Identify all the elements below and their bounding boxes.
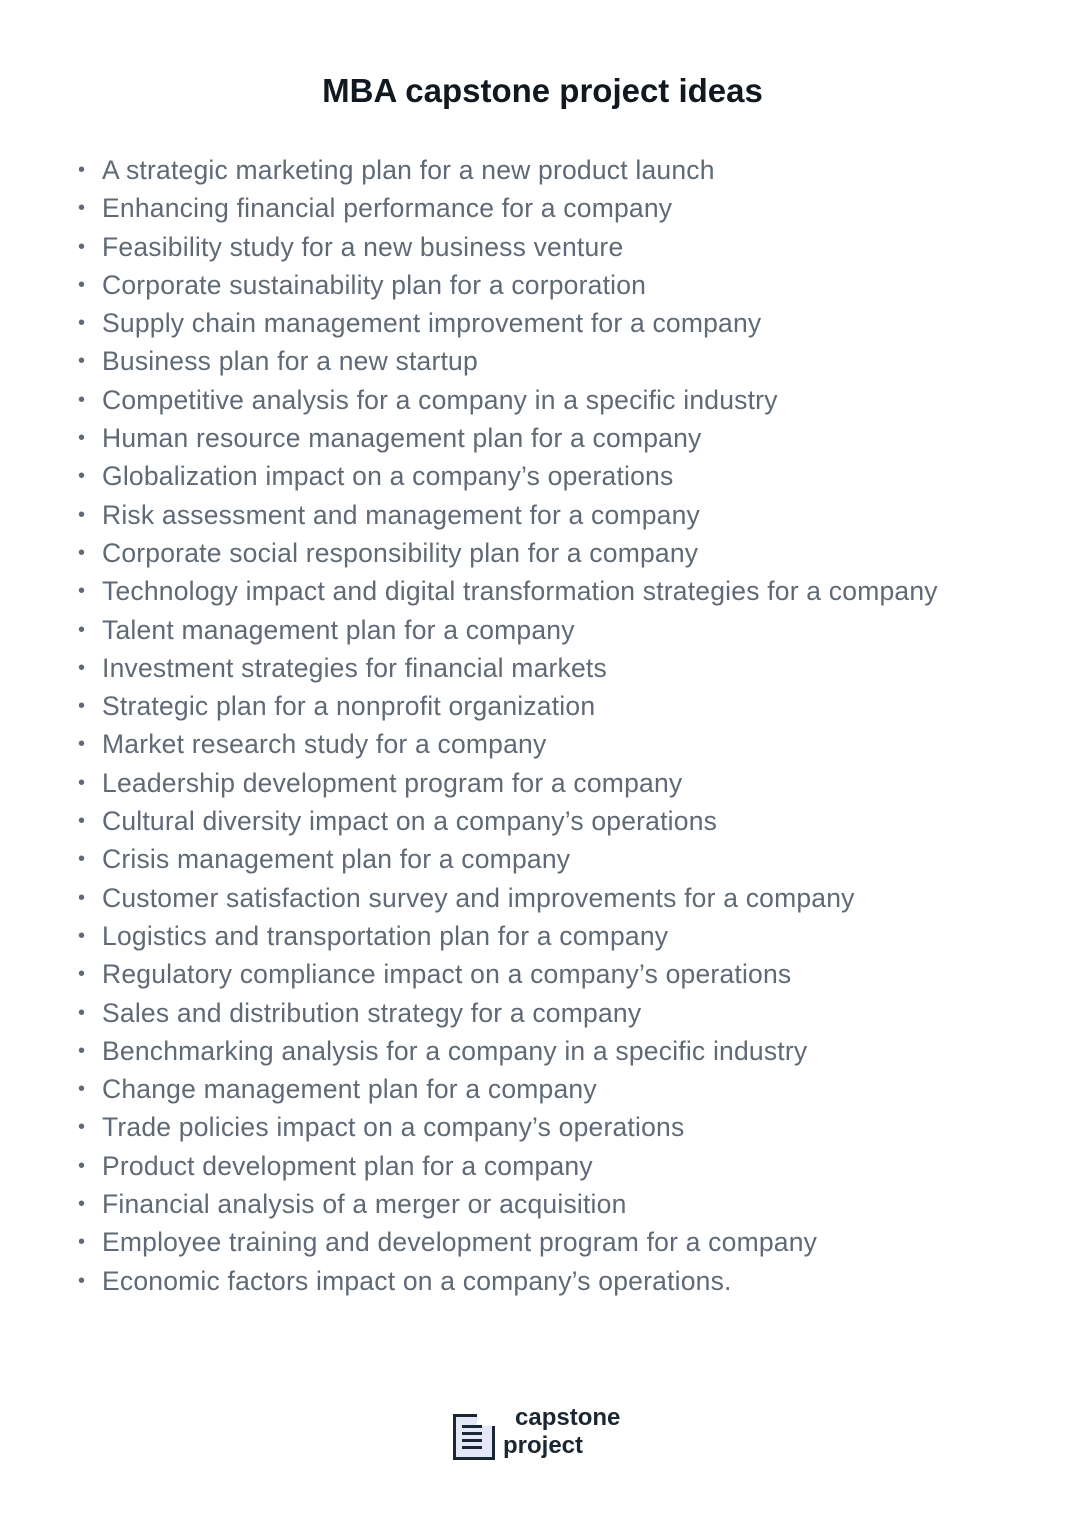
bullet-icon: • [78,1154,86,1177]
list-item-text: Investment strategies for financial markets [102,652,607,683]
bullet-icon: • [78,771,86,794]
list-item [78,457,938,495]
list-item-text: Globalization impact on a company’s operations [102,461,674,492]
list-item [78,879,938,917]
bullet-icon: • [78,848,86,871]
list-item-text: Market research study for a company [102,729,547,760]
list-item [78,419,938,457]
logo-text-line1: capstone [515,1404,621,1431]
list-item [78,725,938,763]
list-item-text: A strategic marketing plan for a new product launch [102,155,715,185]
bullet-icon: • [78,695,86,718]
list-item [78,534,938,572]
bullet-icon: • [78,1116,86,1139]
list-item [78,304,938,342]
list-item-text: Enhancing financial performance for a company [102,193,673,224]
bullet-icon: • [78,350,86,373]
list-item [78,917,938,955]
list-item-text: Customer satisfaction survey and improvements for a company [102,882,855,913]
list-item [78,802,938,840]
bullet-icon: • [78,963,86,986]
list-item-text: Economic factors impact on a company’s operations. [102,1265,732,1296]
list-item-text: Crisis management plan for a company [102,844,571,875]
capstone-project-logo [453,1404,643,1466]
list-item [78,1147,938,1185]
list-item-text: Leadership development program for a company [102,767,683,798]
list-item [78,764,938,802]
bullet-icon: • [78,159,86,181]
bullet-icon: • [78,1231,86,1254]
list-item [78,342,938,380]
list-item-text: Supply chain management improvement for a company [102,308,762,339]
list-item-text: Talent management plan for a company [102,614,575,645]
list-item-text: Business plan for a new startup [102,346,478,377]
bullet-icon: • [78,733,86,756]
bullet-icon: • [78,1039,86,1062]
bullet-icon: • [78,541,86,564]
list-item [78,266,938,304]
list-item-text: Financial analysis of a merger or acquisition [102,1189,627,1220]
list-item-text: Regulatory compliance impact on a company’s operations [102,959,792,990]
list-item [78,955,938,993]
bullet-icon: • [78,810,86,833]
bullet-icon: • [78,1001,86,1024]
list-item [78,1223,938,1261]
list-item-text: Change management plan for a company [102,1074,597,1105]
list-item [78,228,938,266]
list-item [78,687,938,725]
list-item-text: Trade policies impact on a company’s operations [102,1112,685,1143]
list-item [78,1262,938,1300]
list-item-text: Logistics and transportation plan for a company [102,920,669,951]
list-item-text: Cultural diversity impact on a company’s operations [102,806,718,837]
list-item-text: Corporate sustainability plan for a corporation [102,269,647,300]
document-lines-icon [462,1425,482,1453]
list-item [78,994,938,1032]
list-item [78,381,938,419]
list-item-text: Strategic plan for a nonprofit organization [102,691,596,722]
list-item [78,1108,938,1146]
list-item-text: Competitive analysis for a company in a specific industry [102,384,778,415]
list-item-text: Risk assessment and management for a company [102,499,700,530]
list-item [78,496,938,534]
bullet-icon: • [78,580,86,603]
bullet-icon: • [78,656,86,679]
list-item [78,1070,938,1108]
bullet-icon: • [78,197,86,220]
list-item [78,189,938,227]
list-item [78,840,938,878]
logo-text-line2: project [503,1432,584,1459]
bullet-icon: • [78,924,86,947]
list-item-text: Product development plan for a company [102,1150,593,1181]
list-item [78,1185,938,1223]
bullet-icon: • [78,427,86,450]
bullet-icon: • [78,465,86,488]
ideas-list [78,151,938,1300]
bullet-icon: • [78,273,86,296]
list-item [78,611,938,649]
bullet-icon: • [78,235,86,258]
list-item-text: Technology impact and digital transformation strategies for a company [102,576,938,607]
list-item [78,151,938,189]
list-item [78,572,938,610]
list-item-text: Sales and distribution strategy for a company [102,997,642,1028]
list-item-text: Corporate social responsibility plan for a company [102,537,699,568]
list-item-text: Benchmarking analysis for a company in a specific industry [102,1035,808,1066]
list-item-text: Human resource management plan for a company [102,423,702,454]
bullet-icon: • [78,1193,86,1216]
bullet-icon: • [78,388,86,411]
page-title: MBA capstone project ideas [322,72,763,109]
bullet-icon: • [78,1269,86,1292]
bullet-icon: • [78,618,86,641]
list-item [78,1032,938,1070]
list-item-text: Employee training and development program for a company [102,1227,818,1258]
bullet-icon: • [78,312,86,335]
bullet-icon: • [78,1078,86,1101]
bullet-icon: • [78,886,86,909]
list-item-text: Feasibility study for a new business venture [102,231,624,262]
list-item [78,649,938,687]
bullet-icon: • [78,503,86,526]
